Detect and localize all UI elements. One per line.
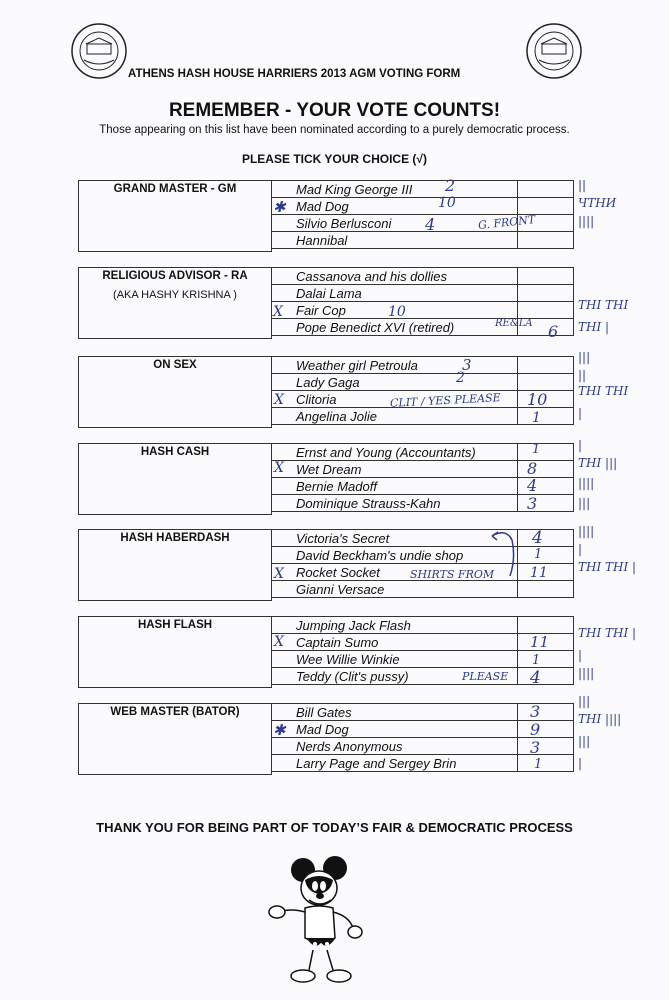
candidate-name: Dominique Strauss-Kahn	[296, 496, 441, 511]
handwritten-count: 11	[530, 565, 548, 581]
tick-instruction: PLEASE TICK YOUR CHOICE (√)	[241, 152, 428, 166]
tally-marks: ||	[578, 368, 587, 382]
candidate-name: Teddy (Clit's pussy)	[296, 669, 409, 684]
candidate-name: Dalai Lama	[296, 286, 362, 301]
handwritten-arrow	[488, 528, 528, 580]
handwritten-count: 3	[530, 702, 541, 721]
vote-cell[interactable]	[517, 703, 573, 721]
tally-marks: THI THI |	[578, 560, 637, 574]
handwritten-note: G. FRONT	[477, 213, 536, 232]
vote-cell[interactable]	[517, 580, 573, 598]
handwritten-note: SHIRTS FROM	[410, 568, 495, 581]
candidate-row[interactable]	[271, 650, 574, 668]
candidate-name: Lady Gaga	[296, 375, 360, 390]
candidate-row[interactable]	[271, 546, 574, 564]
handwritten-count: 3	[527, 494, 538, 513]
candidate-name: Captain Sumo	[296, 635, 379, 650]
handwritten-count: 2	[456, 370, 465, 386]
vote-cell[interactable]	[517, 284, 573, 302]
hash-logo-right	[525, 22, 583, 80]
candidate-name: Rocket Socket	[296, 565, 380, 580]
candidate-row[interactable]	[271, 356, 574, 374]
candidate-name: Clitoria	[296, 392, 337, 407]
candidate-rows	[271, 529, 574, 598]
candidate-name: Bill Gates	[296, 705, 352, 720]
vote-cell[interactable]	[517, 616, 573, 634]
tally-marks: ||||	[578, 214, 595, 228]
category-name: WEB MASTER (BATOR)	[110, 706, 240, 718]
handwritten-mark: X	[274, 566, 284, 582]
candidate-name: Wet Dream	[296, 462, 362, 477]
vote-cell[interactable]	[517, 356, 573, 374]
candidate-row[interactable]	[271, 301, 574, 319]
handwritten-count: 6	[548, 322, 559, 341]
vote-cell[interactable]	[517, 231, 573, 249]
vote-cell[interactable]	[517, 494, 573, 512]
vote-cell[interactable]	[517, 197, 573, 215]
vote-cell[interactable]	[517, 301, 573, 319]
candidate-name: Pope Benedict XVI (retired)	[296, 320, 455, 335]
handwritten-mark: X	[274, 634, 284, 650]
candidate-name: Mad Dog	[296, 722, 349, 737]
candidate-name: Mad Dog	[296, 199, 349, 214]
footer-thank-you: THANK YOU FOR BEING PART OF TODAY’S FAIR & DEMOCRATIC PROCESS	[96, 820, 573, 835]
candidate-row[interactable]	[271, 616, 574, 634]
form-title: ATHENS HASH HOUSE HARRIERS 2013 AGM VOTING FORM	[128, 68, 461, 80]
handwritten-count: 1	[532, 442, 541, 457]
tally-marks: THI |||	[578, 456, 618, 470]
handwritten-count: 4	[530, 668, 541, 688]
tally-marks: THI THI |	[578, 626, 637, 640]
remember-heading: REMEMBER - YOUR VOTE COUNTS!	[168, 100, 501, 121]
candidate-name: Bernie Madoff	[296, 479, 377, 494]
handwritten-count: 3	[462, 356, 472, 374]
tally-marks: ||||	[578, 524, 595, 538]
candidate-name: Jumping Jack Flash	[296, 618, 411, 633]
handwritten-count: 4	[425, 215, 436, 234]
tally-marks: |	[578, 406, 583, 420]
handwritten-count: 10	[388, 304, 406, 320]
handwritten-count: 10	[438, 195, 456, 211]
handwritten-note: RE&LA	[495, 318, 533, 329]
handwritten-count: 1	[532, 410, 541, 426]
handwritten-count: 8	[527, 459, 538, 478]
candidate-name: Cassanova and his dollies	[296, 269, 448, 284]
candidate-row[interactable]	[271, 633, 574, 651]
candidate-name: David Beckham's undie shop	[296, 548, 464, 563]
tally-marks: ||||	[578, 666, 595, 680]
category-name: ON SEX	[153, 359, 197, 371]
tally-marks: |||	[578, 694, 591, 708]
tally-marks: |||	[578, 350, 591, 364]
handwritten-note: PLEASE	[462, 670, 509, 683]
vote-cell[interactable]	[517, 754, 573, 772]
category-name: HASH FLASH	[137, 619, 213, 631]
handwritten-count: 10	[527, 390, 548, 409]
handwritten-count: 2	[445, 176, 456, 195]
handwritten-count: 4	[527, 476, 538, 495]
mickey-mouse-illustration	[265, 850, 375, 990]
candidate-row[interactable]	[271, 284, 574, 302]
vote-cell[interactable]	[517, 667, 573, 685]
tally-marks: |	[578, 648, 583, 662]
candidate-row[interactable]	[271, 580, 574, 598]
handwritten-mark: ✱	[273, 721, 286, 739]
candidate-row[interactable]	[271, 754, 574, 772]
vote-cell[interactable]	[517, 407, 573, 425]
candidate-name: Nerds Anonymous	[296, 739, 403, 754]
vote-cell[interactable]	[517, 373, 573, 391]
section-hash-cash	[78, 443, 574, 515]
candidate-row[interactable]	[271, 529, 574, 547]
tally-marks: THI ||||	[578, 712, 622, 726]
vote-cell[interactable]	[517, 180, 573, 198]
hash-logo-left	[70, 22, 128, 80]
candidate-row[interactable]	[271, 737, 574, 755]
candidate-row[interactable]	[271, 180, 574, 198]
category-name: HASH HABERDASH	[120, 532, 230, 544]
candidate-rows	[271, 616, 574, 685]
candidate-row[interactable]	[271, 267, 574, 285]
handwritten-count: 1	[534, 757, 543, 772]
vote-cell[interactable]	[517, 737, 573, 755]
candidate-name: Mad King George III	[296, 182, 413, 197]
candidate-name: Silvio Berlusconi	[296, 216, 392, 231]
tally-marks: |	[578, 756, 583, 770]
tally-marks: |||	[578, 496, 591, 510]
candidate-name: Fair Cop	[296, 303, 346, 318]
handwritten-mark: ✱	[273, 198, 286, 216]
handwritten-count: 1	[532, 653, 541, 668]
tally-marks: THI |	[578, 320, 610, 334]
handwritten-count: 9	[530, 720, 541, 739]
handwritten-mark: X	[274, 460, 284, 476]
candidate-row[interactable]	[271, 667, 574, 685]
tally-marks: THI THI	[578, 384, 629, 398]
vote-cell[interactable]	[517, 460, 573, 478]
tally-marks: ЧТНИ	[578, 196, 617, 210]
tally-marks: ||	[578, 178, 587, 192]
vote-cell[interactable]	[517, 477, 573, 495]
candidate-name: Ernst and Young (Accountants)	[296, 445, 476, 460]
candidate-row[interactable]	[271, 373, 574, 391]
vote-cell[interactable]	[517, 650, 573, 668]
candidate-name: Larry Page and Sergey Brin	[296, 756, 457, 771]
candidate-name: Hannibal	[296, 233, 348, 248]
vote-cell[interactable]	[517, 267, 573, 285]
category-name: GRAND MASTER - GM	[113, 183, 237, 195]
candidate-row[interactable]	[271, 231, 574, 249]
candidate-name: Victoria's Secret	[296, 531, 390, 546]
form-subtitle: Those appearing on this list have been nominated according to a purely democratic process.	[99, 124, 570, 136]
candidate-name: Weather girl Petroula	[296, 358, 418, 373]
category-name: HASH CASH	[140, 446, 210, 458]
candidate-rows	[271, 703, 574, 772]
handwritten-count: 3	[530, 738, 541, 757]
tally-marks: |	[578, 542, 583, 556]
handwritten-count: 4	[532, 528, 543, 548]
vote-cell[interactable]	[517, 443, 573, 461]
tally-marks: ||||	[578, 476, 595, 490]
candidate-row[interactable]	[271, 720, 574, 738]
handwritten-note: CLIT / YES PLEASE	[389, 391, 501, 410]
tally-marks: THI THI	[578, 298, 629, 312]
candidate-name: Wee Willie Winkie	[296, 652, 400, 667]
tally-marks: |||	[578, 734, 591, 748]
candidate-row[interactable]	[271, 703, 574, 721]
category-subtitle: (AKA HASHY KRISHNA )	[113, 289, 237, 301]
handwritten-mark: X	[274, 392, 284, 408]
tally-marks: |	[578, 438, 583, 452]
handwritten-mark: X	[273, 304, 283, 320]
candidate-row[interactable]	[271, 197, 574, 215]
candidate-name: Gianni Versace	[296, 582, 385, 597]
candidate-row[interactable]	[271, 407, 574, 425]
handwritten-count: 1	[534, 547, 543, 562]
handwritten-count: 11	[530, 633, 550, 651]
vote-cell[interactable]	[517, 720, 573, 738]
candidate-name: Angelina Jolie	[296, 409, 377, 424]
category-name: RELIGIOUS ADVISOR - RA	[102, 270, 248, 282]
section-web-master	[78, 703, 574, 775]
